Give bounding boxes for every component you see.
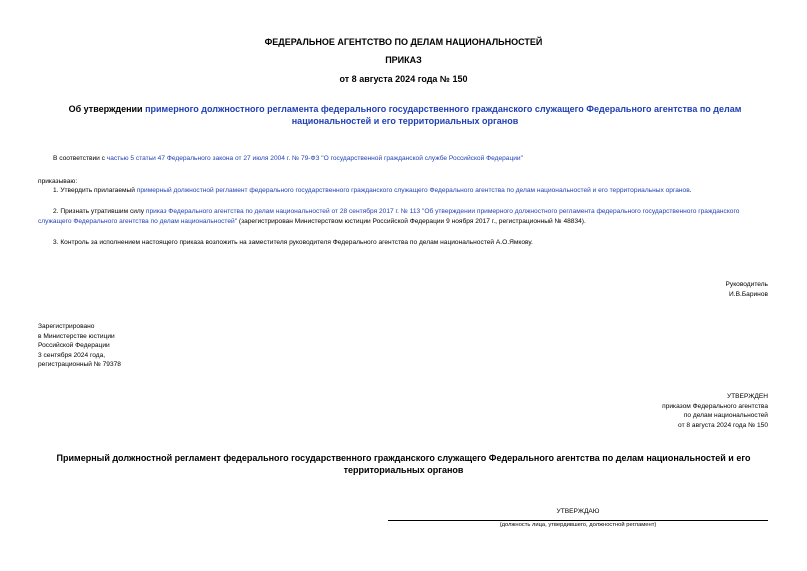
order-item-2-link[interactable]: приказ Федерального агентства по делам национальностей от 28 сентября 2017 г. № 113 "Об утверждении примерного должностного регламента федерального государственного гражданского служащего Федерального агентства по делам национальностей" xyxy=(38,208,740,225)
order-item-1-suffix: . xyxy=(689,187,692,194)
order-title-prefix: Об утверждении xyxy=(68,104,146,114)
approval-stamp xyxy=(560,392,768,430)
order-title xyxy=(55,103,755,127)
registration-line: 3 сентября 2024 года, xyxy=(38,351,106,359)
order-item-2-suffix: (зарегистрирован Министерством юстиции Российской Федерации 9 ноября 2017 г., регистрационный № 48834). xyxy=(237,217,586,225)
registration-line: в Министерстве юстиции xyxy=(38,332,115,340)
registration-line: Зарегистрировано xyxy=(38,323,95,330)
registration-line: Российской Федерации xyxy=(38,342,110,349)
approval-stamp-line: приказом Федерального агентства xyxy=(662,402,768,410)
approval-stamp-line: УТВЕРЖДЕН xyxy=(726,393,768,400)
signer-position: Руководитель xyxy=(725,281,768,288)
order-item-2 xyxy=(38,207,768,226)
legal-basis-link[interactable]: частью 5 статьи 47 Федерального закона от 27 июля 2004 г. № 79-ФЗ "О государственной гражданской службе Российской Федерации" xyxy=(106,155,523,162)
signature-line xyxy=(388,520,768,521)
registration-line: регистрационный № 79378 xyxy=(38,361,121,368)
approval-stamp-line: от 8 августа 2024 года № 150 xyxy=(678,421,768,429)
order-item-1-link[interactable]: примерный должностной регламент федерального государственного гражданского служащего Федерального агентства по делам национальностей и его территориальных органов xyxy=(136,187,690,194)
order-date-number: от 8 августа 2024 года № 150 xyxy=(339,74,468,84)
orders-label: приказываю: xyxy=(38,178,78,185)
registration-block xyxy=(38,322,238,370)
order-item-2-prefix: 2. Признать утратившим силу xyxy=(53,208,146,215)
signature-line-caption: (должность лица, утвердившего, должностной регламент) xyxy=(499,522,657,528)
signer-name: И.В.Баринов xyxy=(729,290,768,298)
order-item-1-prefix: 1. Утвердить прилагаемый xyxy=(53,187,137,194)
agency-name: ФЕДЕРАЛЬНОЕ АГЕНТСТВО ПО ДЕЛАМ НАЦИОНАЛЬНОСТЕЙ xyxy=(264,37,543,47)
order-title-link[interactable]: примерного должностного регламента федерального государственного гражданского служащего Федерального агентства по делам национальностей и его территориальных органов xyxy=(145,104,742,126)
regulation-title: Примерный должностной регламент федерального государственного гражданского служащего Федерального агентства по делам национальностей и его территориальных органов xyxy=(56,453,751,475)
legal-basis-prefix: В соответствии с xyxy=(53,155,107,162)
approval-label: УТВЕРЖДАЮ xyxy=(556,508,600,515)
order-item-1 xyxy=(53,186,773,196)
approval-stamp-line: по делам национальностей xyxy=(683,412,768,419)
document-type: ПРИКАЗ xyxy=(385,55,422,65)
order-item-3: 3. Контроль за исполнением настоящего приказа возложить на заместителя руководителя Федерального агентства по делам национальностей А.О.Ямкову. xyxy=(53,239,533,246)
signer-block xyxy=(600,280,768,299)
legal-basis xyxy=(53,154,773,164)
